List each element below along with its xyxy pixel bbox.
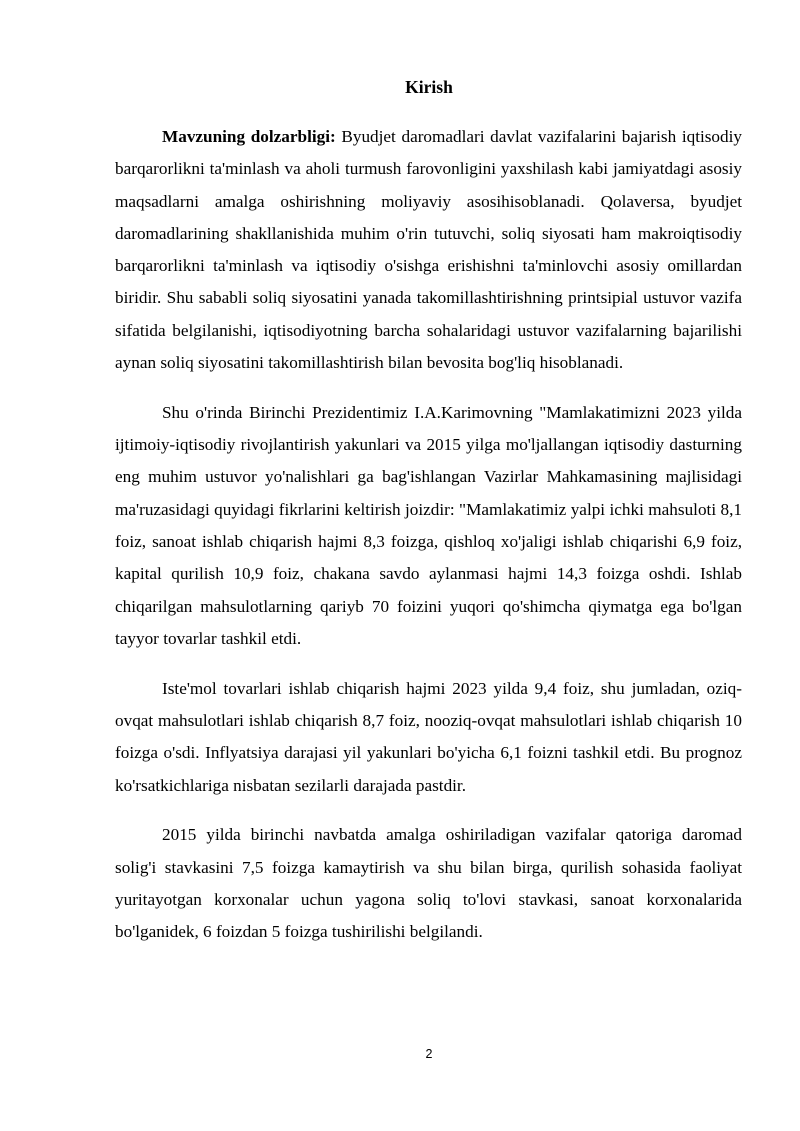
paragraph-text: Byudjet daromadlari davlat vazifalarini bajarish iqtisodiy barqarorlikni ta'minlash va aholi turmush farovonligini yaxshilash kabi jamiyatdagi asosiy maqsadlarni amalga oshirishning moliyaviy asosihisoblanadi. Qolaversa, byudjet daromadlarining shakllanishida muhim o'rin tutuvchi, soliq siyosati ham makroiqtisodiy barqarorlikni ta'minlash va iqtisodiy o'sishga erishishni ta'minlovchi asosiy omillardan biridir. Shu sababli soliq siyosatini yanada takomillashtirishning printsipial ustuvor vazifa sifatida belgilanishi, iqtisodiyotning barcha sohalaridagi ustuvor vazifalarning bajarilishi aynan soliq siyosatini takomillashtirish bilan bevosita bog'liq hisoblanadi. — [115, 127, 742, 373]
page-title: Kirish — [405, 77, 453, 97]
paragraph-relevance — [115, 121, 742, 379]
paragraph-consumer-goods: Iste'mol tovarlari ishlab chiqarish hajmi 2023 yilda 9,4 foiz, shu jumladan, oziq-ovqat mahsulotlari ishlab chiqarish 8,7 foiz, nooziq-ovqat mahsulotlari ishlab chiqarish 10 foizga o'sdi. Inflyatsiya darajasi yil yakunlari bo'yicha 6,1 foizni tashkil etdi. Bu prognoz ko'rsatkichlariga nisbatan sezilarli darajada pastdir. — [115, 678, 742, 795]
document-body — [115, 121, 742, 966]
paragraph-quote: Shu o'rinda Birinchi Prezidentimiz I.A.Karimovning "Mamlakatimizni 2023 yilda ijtimoiy-iqtisodiy rivojlantirish yakunlari va 2015 yilga mo'ljallangan iqtisodiy dasturning eng muhim ustuvor yo'nalishlari ga bag'ishlangan Vazirlar Mahkamasining majlisidagi ma'ruzasidagi quyidagi fikrlarini keltirish joizdir: "Mamlakatimiz yalpi ichki mahsuloti 8,1 foiz, sanoat ishlab chiqarish hajmi 8,3 foizga, qishloq xo'jaligi ishlab chiqarishi 6,9 foiz, kapital qurilish 10,9 foiz, chakana savdo aylanmasi hajmi 14,3 foizga oshdi. Ishlab chiqarilgan mahsulotlarning qariyb 70 foizini yuqori qo'shimcha qiymatga ega bo'lgan tayyor tovarlar tashkil etdi. — [115, 402, 742, 648]
paragraph-tax-tasks: 2015 yilda birinchi navbatda amalga oshiriladigan vazifalar qatoriga daromad solig'i stavkasini 7,5 foizga kamaytirish va shu bilan birga, qurilish sohasida faoliyat yuritayotgan korxonalar uchun yagona soliq to'lovi stavkasi, sanoat korxonalarida bo'lganidek, 6 foizdan 5 foizga tushirilishi belgilandi. — [115, 825, 742, 942]
paragraph-lead: Mavzuning dolzarbligi: — [162, 127, 336, 146]
page-number: 2 — [425, 1047, 433, 1061]
